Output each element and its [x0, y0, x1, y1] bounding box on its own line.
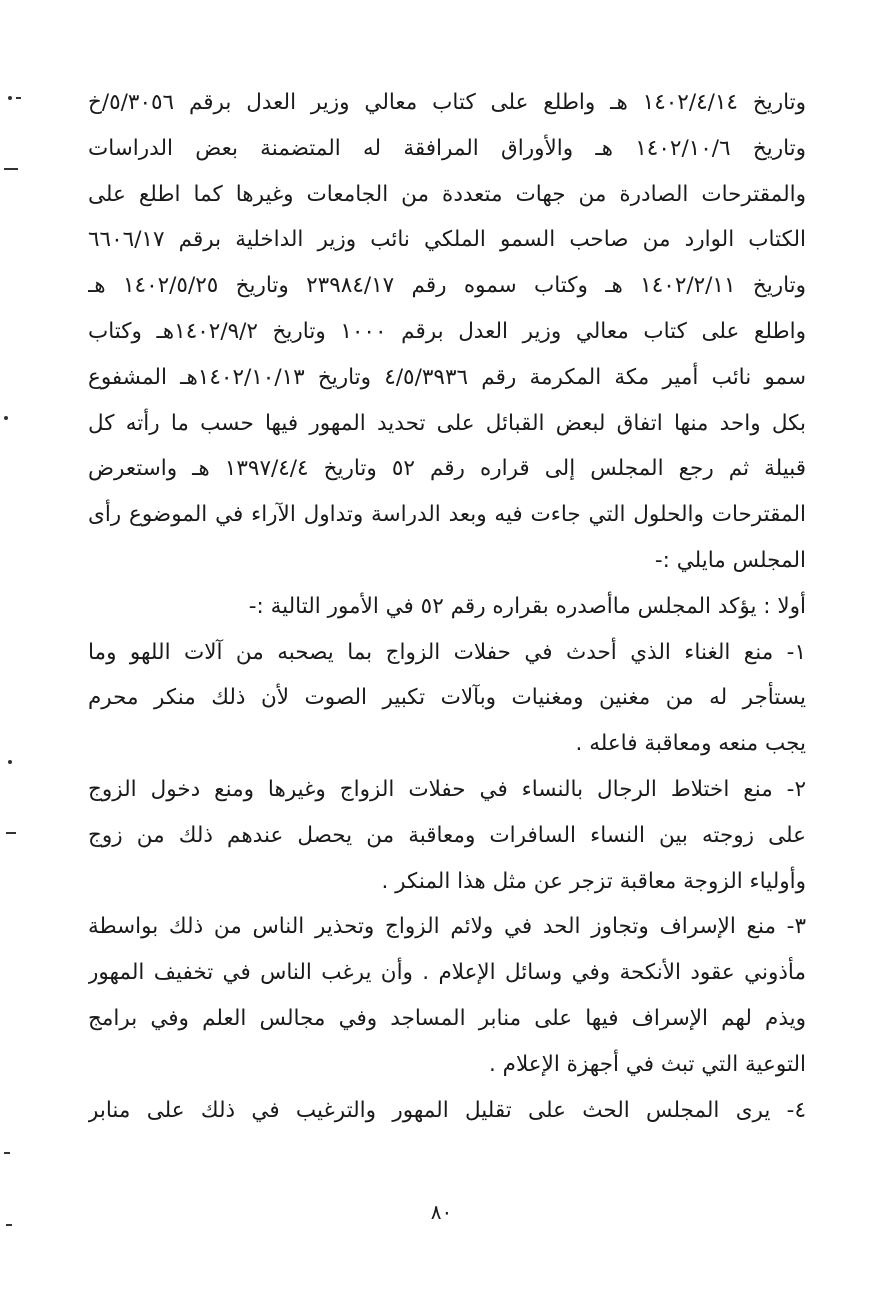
text-line-10: المقترحات والحلول التي جاءت فيه وبعد الدراسة وتداول الآراء في الموضوع رأى [88, 502, 806, 528]
page-number: ٨٠ [430, 1200, 453, 1224]
text-line-21: ويذم لهم الإسراف فيها على منابر المساجد وفي مجالس العلم وفي برامج [88, 1005, 806, 1031]
text-line-20: مأذوني عقود الأنكحة وفي وسائل الإعلام . وأن يرغب الناس في تخفيف المهور [88, 960, 806, 986]
text-line-22: التوعية التي تبث في أجهزة الإعلام . [488, 1051, 806, 1077]
text-line-15: يجب منعه ومعاقبة فاعله . [575, 731, 806, 757]
text-line-7: سمو نائب أمير مكة المكرمة رقم ٤/٥/٣٩٣٦ وتاريخ ١٤٠٢/١٠/١٣هـ المشفوع [88, 364, 806, 390]
text-line-2: وتاريخ ١٤٠٢/١٠/٦ هـ والأوراق المرافقة له المتضمنة بعض الدراسات [88, 135, 806, 161]
page-body-text [88, 80, 806, 1133]
scan-mark [8, 760, 12, 764]
scan-mark [4, 168, 18, 170]
text-line-12: أولا : يؤكد المجلس ماأصدره بقراره رقم ٥٢ في الأمور التالية :- [248, 593, 806, 619]
text-line-17: على زوجته بين النساء السافرات ومعاقبة من يحصل عندهم ذلك من زوج [88, 822, 806, 848]
scan-mark [6, 1224, 12, 1226]
text-line-1: وتاريخ ١٤٠٢/٤/١٤ هـ واطلع على كتاب معالي وزير العدل برقم ٥/٣٠٥٦/خ [88, 90, 806, 115]
text-line-9: قبيلة ثم رجع المجلس إلى قراره رقم ٥٢ وتاريخ ١٣٩٧/٤/٤ هـ واستعرض [88, 456, 806, 482]
text-line-6: واطلع على كتاب معالي وزير العدل برقم ١٠٠٠ وتاريخ ١٤٠٢/٩/٢هـ وكتاب [88, 318, 806, 344]
text-line-14: يستأجر له من مغنين ومغنيات وبآلات تكبير الصوت لأن ذلك منكر محرم [88, 685, 806, 711]
scan-mark [4, 416, 8, 420]
scan-mark [8, 96, 12, 100]
text-line-11: المجلس مايلي :- [654, 547, 806, 573]
text-line-3: والمقترحات الصادرة من جهات متعددة من الجامعات وغيرها كما اطلع على [88, 181, 806, 207]
scan-mark [16, 97, 21, 99]
text-line-13: ١- منع الغناء الذي أحدث في حفلات الزواج بما يصحبه من آلات اللهو وما [88, 639, 806, 665]
text-line-23: ٤- يرى المجلس الحث على تقليل المهور والترغيب في ذلك على منابر [88, 1097, 806, 1123]
text-line-4: الكتاب الوارد من صاحب السمو الملكي نائب وزير الداخلية برقم ٦٦٠٦/١٧ [88, 227, 806, 253]
text-line-5: وتاريخ ١٤٠٢/٢/١١ هـ وكتاب سموه رقم ٢٣٩٨٤/١٧ وتاريخ ١٤٠٢/٥/٢٥ هـ [88, 273, 806, 299]
text-line-18: وأولياء الزوجة معاقبة تزجر عن مثل هذا المنكر . [381, 868, 806, 894]
scan-mark [6, 832, 16, 834]
scan-mark [4, 1152, 10, 1154]
text-line-19: ٣- منع الإسراف وتجاوز الحد في ولائم الزواج وتحذير الناس من ذلك بواسطة [88, 914, 806, 940]
text-line-16: ٢- منع اختلاط الرجال بالنساء في حفلات الزواج وغيرها ومنع دخول الزوج [88, 776, 806, 802]
text-line-8: بكل واحد منها اتفاق لبعض القبائل على تحديد المهور فيها حسب ما رأته كل [88, 410, 806, 436]
